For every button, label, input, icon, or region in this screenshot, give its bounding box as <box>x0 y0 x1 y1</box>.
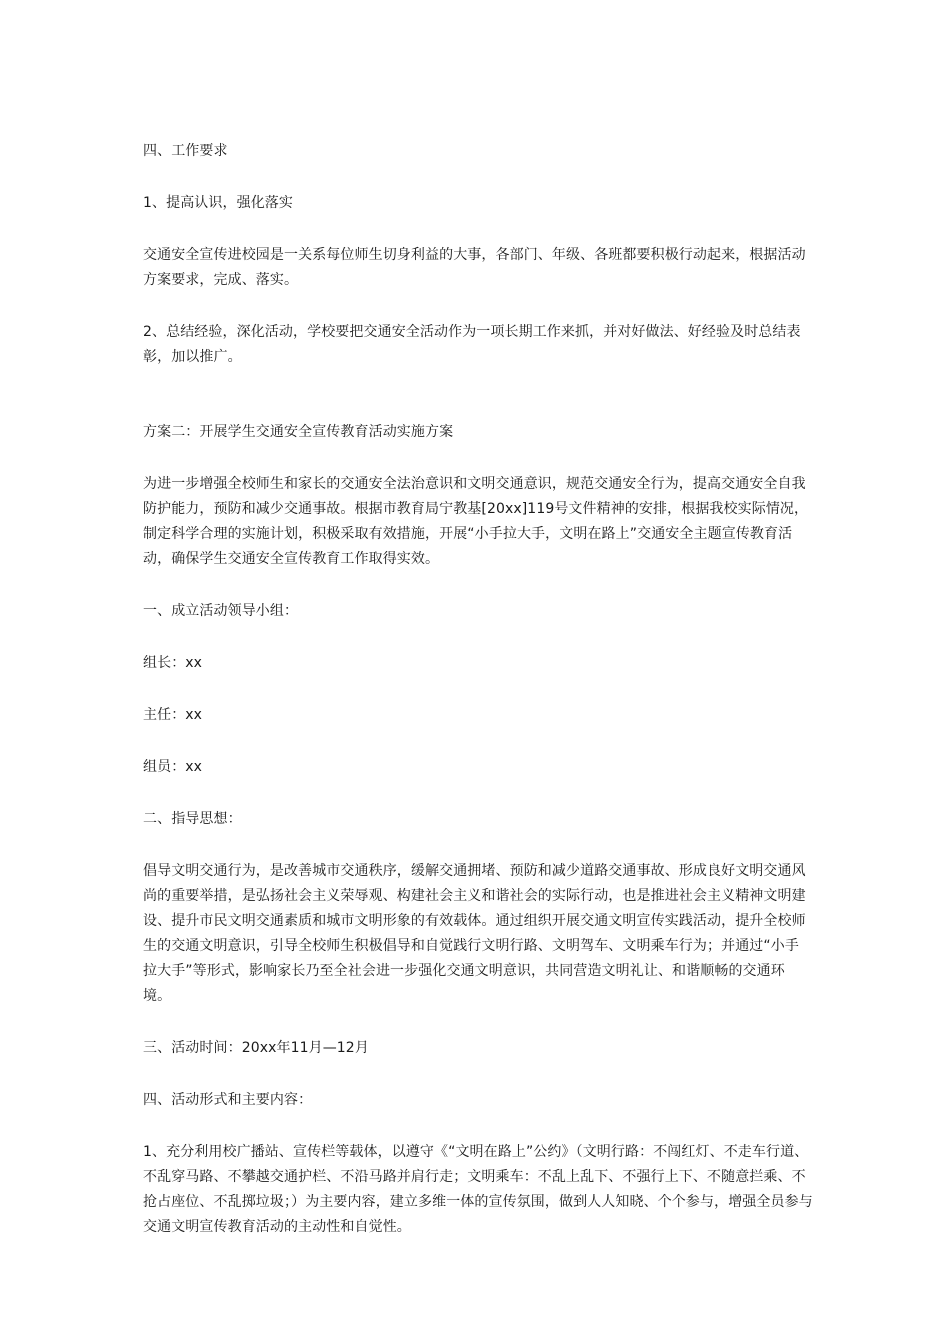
section-heading-leadership-group: 一、成立活动领导小组： <box>143 603 299 619</box>
section-heading-activity-time: 三、活动时间：20xx年11月—12月 <box>143 1040 369 1056</box>
member-line: 组员：xx <box>143 759 203 775</box>
director-line: 主任：xx <box>143 707 203 723</box>
leader-line: 组长：xx <box>143 655 203 671</box>
section-heading-activity-content: 四、活动形式和主要内容： <box>143 1092 313 1108</box>
paragraph-plan-introduction: 为进一步增强全校师生和家长的交通安全法治意识和文明交通意识，规范交通安全行为，提高交通安全自我防护能力，预防和减少交通事故。根据市教育局宁教基[20xx]119号文件精神的安排，根据我校实际情况，制定科学合理的实施计划，积极采取有效措施，开展“小手拉大手，文明在路上”交通安全主题宣传教育活动，确保学生交通安全宣传教育工作取得实效。 <box>143 476 809 567</box>
paragraph-guiding-ideology: 倡导文明交通行为，是改善城市交通秩序，缓解交通拥堵、预防和减少道路交通事故、形成良好文明交通风尚的重要举措，是弘扬社会主义荣辱观、构建社会主义和谐社会的实际行动，也是推进社会主义精神文明建设、提升市民文明交通素质和城市文明形象的有效载体。通过组织开展交通文明宣传实践活动，提升全校师生的交通文明意识，引导全校师生积极倡导和自觉践行文明行路、文明驾车、文明乘车行为；并通过“小手拉大手”等形式，影响家长乃至全社会进一步强化交通文明意识，共同营造文明礼让、和谐顺畅的交通环境。 <box>143 863 806 1004</box>
section-heading-guiding-ideology: 二、指导思想： <box>143 811 242 827</box>
paragraph-activity-item-one: 1、充分利用校广播站、宣传栏等载体，以遵守《“文明在路上”公约》（文明行路：不闯红灯、不走车行道、不乱穿马路、不攀越交通护栏、不沿马路并肩行走；文明乘车：不乱上乱下、不强行上下、不随意拦乘、不抢占座位、不乱掷垃圾；）为主要内容，建立多维一体的宣传氛围，做到人人知晓、个个参与，增强全员参与交通文明宣传教育活动的主动性和自觉性。 <box>143 1144 813 1235</box>
plan-two-title: 方案二：开展学生交通安全宣传教育活动实施方案 <box>143 424 454 440</box>
document-page <box>143 139 813 1240</box>
section-heading-work-requirements: 四、工作要求 <box>143 143 228 159</box>
item-heading-raise-awareness: 1、提高认识，强化落实 <box>143 195 294 211</box>
paragraph-summarize-experience: 2、总结经验，深化活动，学校要把交通安全活动作为一项长期工作来抓，并对好做法、好经验及时总结表彰，加以推广。 <box>143 324 801 365</box>
paragraph-campus-traffic-safety: 交通安全宣传进校园是一关系每位师生切身利益的大事，各部门、年级、各班都要积极行动起来，根据活动方案要求，完成、落实。 <box>143 247 806 288</box>
